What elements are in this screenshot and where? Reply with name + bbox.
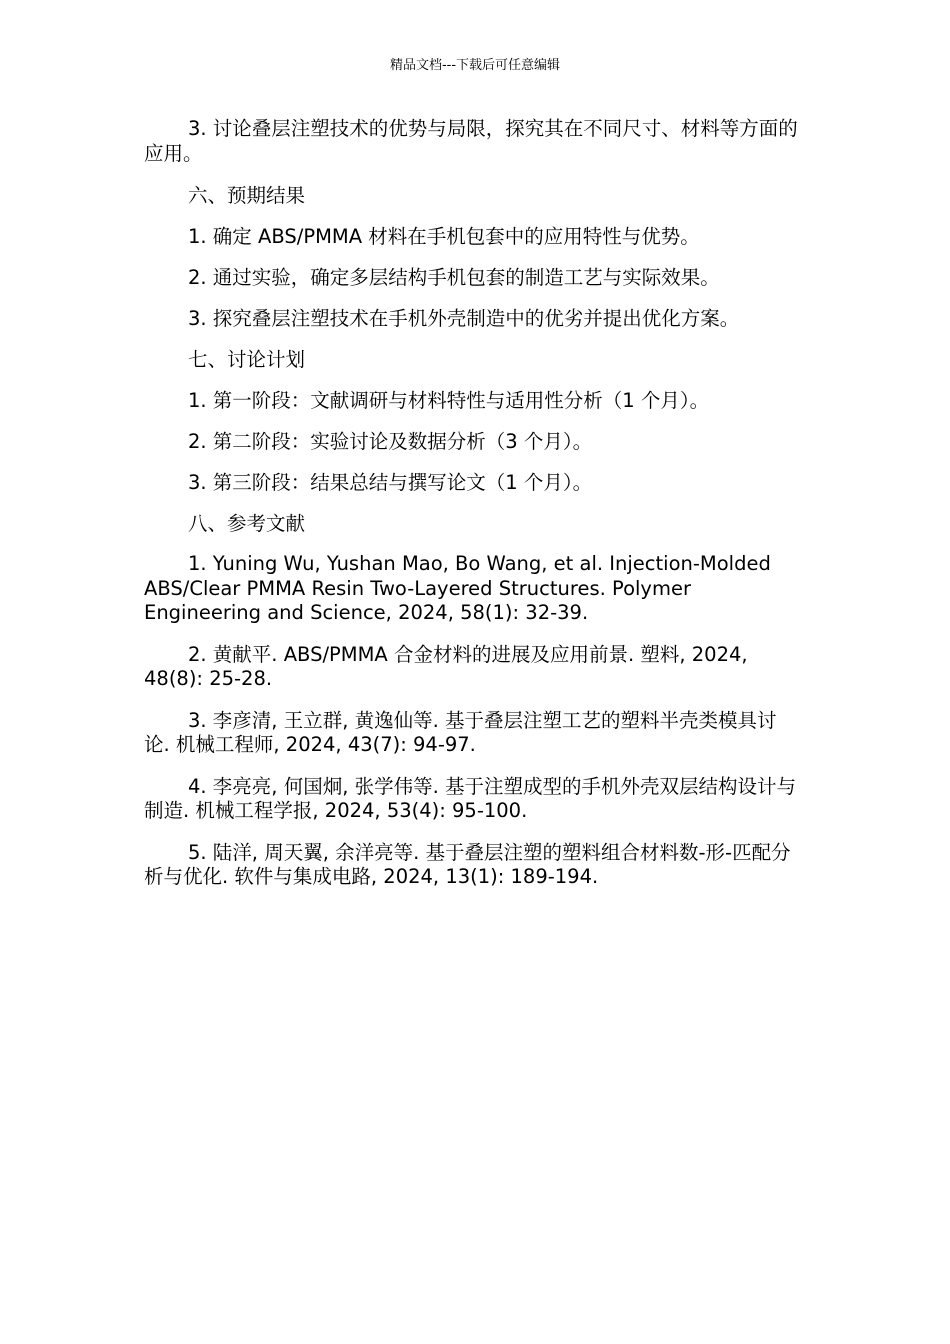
- section6-item-3: 3. 探究叠层注塑技术在手机外壳制造中的优劣并提出优化方案。: [188, 307, 740, 330]
- section7-heading: 七、讨论计划: [188, 348, 306, 371]
- document-body: [144, 116, 800, 890]
- section7-item-3: 3. 第三阶段：结果总结与撰写论文（1 个月）。: [188, 471, 593, 494]
- section7-item-1: 1. 第一阶段：文献调研与材料特性与适用性分析（1 个月）。: [188, 389, 710, 412]
- section6-heading: 六、预期结果: [188, 184, 306, 207]
- reference-item-1: 1. Yuning Wu, Yushan Mao, Bo Wang, et al. Injection-Molded ABS/Clear PMMA Resin Two-Layered Structures. Polymer Engineering and Science, 2024, 58(1): 32-39.: [144, 552, 771, 624]
- reference-item-3: 3. 李彦清, 王立群, 黄逸仙等. 基于叠层注塑工艺的塑料半壳类模具讨论. 机械工程师, 2024, 43(7): 94-97.: [144, 708, 777, 756]
- section6-item-2: 2. 通过实验，确定多层结构手机包套的制造工艺与实际效果。: [188, 266, 720, 289]
- reference-item-5: 5. 陆洋, 周天翼, 余洋亮等. 基于叠层注塑的塑料组合材料数-形-匹配分析与优化. 软件与集成电路, 2024, 13(1): 189-194.: [144, 840, 791, 888]
- reference-item-4: 4. 李亮亮, 何国炯, 张学伟等. 基于注塑成型的手机外壳双层结构设计与制造. 机械工程学报, 2024, 53(4): 95-100.: [144, 774, 796, 822]
- section5-item-3: 3. 讨论叠层注塑技术的优势与局限，探究其在不同尺寸、材料等方面的应用。: [144, 117, 798, 165]
- page-header: 精品文档---下载后可任意编辑: [389, 58, 561, 73]
- reference-item-2: 2. 黄献平. ABS/PMMA 合金材料的进展及应用前景. 塑料, 2024, 48(8): 25-28.: [144, 642, 748, 690]
- section8-heading: 八、参考文献: [188, 512, 306, 535]
- section7-item-2: 2. 第二阶段：实验讨论及数据分析（3 个月）。: [188, 430, 593, 453]
- section6-item-1: 1. 确定 ABS/PMMA 材料在手机包套中的应用特性与优势。: [188, 225, 700, 248]
